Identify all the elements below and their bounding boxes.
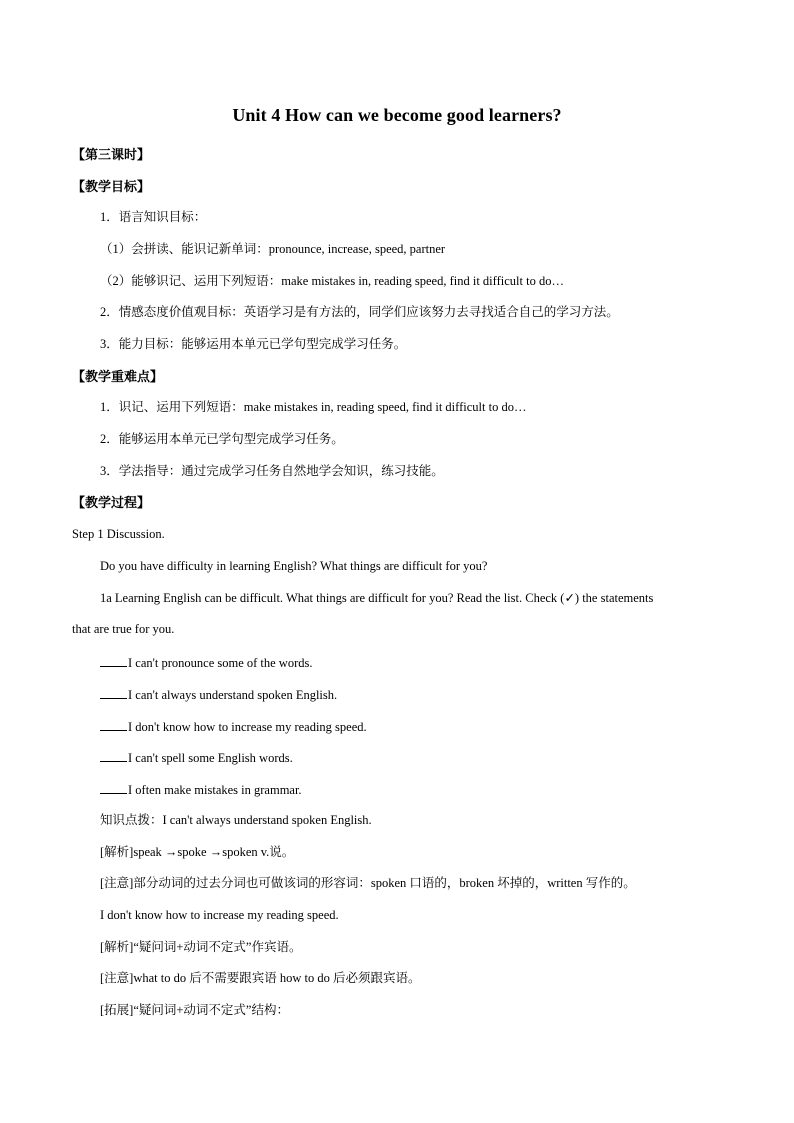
statement-text: I can't always understand spoken English.	[128, 688, 338, 702]
objective-item-1-sub-2: （2）能够识记、运用下列短语：make mistakes in, reading speed, find it difficult to do…	[100, 274, 564, 288]
statement-row-1	[100, 655, 313, 670]
key-points-heading: 【教学重难点】	[72, 369, 164, 384]
check-blank	[100, 750, 127, 762]
check-blank	[100, 782, 127, 794]
check-blank	[100, 719, 127, 731]
key-point-item-1: 1．识记、运用下列短语：make mistakes in, reading speed, find it difficult to do…	[100, 400, 527, 414]
task-1a-line-1: 1a Learning English can be difficult. What things are difficult for you? Read the list. Check (✓) the statements	[100, 591, 654, 605]
knowledge-tip: 知识点拨：I can't always understand spoken English.	[100, 813, 372, 827]
analysis-2: [解析]“疑问词+动词不定式”作宾语。	[100, 940, 302, 954]
check-blank	[100, 655, 127, 667]
statement-row-5	[100, 782, 302, 797]
task-1a-line-2: that are true for you.	[72, 622, 175, 636]
statement-text: I don't know how to increase my reading speed.	[128, 720, 367, 734]
statement-row-3	[100, 719, 367, 734]
discussion-question: Do you have difficulty in learning English? What things are difficult for you?	[100, 559, 488, 573]
analysis-1: [解析]speak →spoke →spoken v.说。	[100, 845, 295, 859]
note-2: [注意]what to do 后不需要跟宾语 how to do 后必须跟宾语。	[100, 971, 421, 985]
objective-item-3: 3．能力目标：能够运用本单元已学句型完成学习任务。	[100, 337, 407, 351]
extension: [拓展]“疑问词+动词不定式”结构：	[100, 1003, 289, 1017]
document-title: Unit 4 How can we become good learners?	[232, 105, 562, 125]
key-point-item-3: 3．学法指导：通过完成学习任务自然地学会知识，练习技能。	[100, 464, 444, 478]
objectives-heading: 【教学目标】	[72, 179, 151, 194]
objective-item-1-sub-1: （1）会拼读、能识记新单词：pronounce, increase, speed, partner	[100, 242, 446, 256]
sentence-2: I don't know how to increase my reading speed.	[100, 908, 339, 922]
process-heading: 【教学过程】	[72, 495, 151, 510]
statement-row-4	[100, 750, 293, 765]
statement-text: I can't spell some English words.	[128, 751, 293, 765]
statement-text: I can't pronounce some of the words.	[128, 656, 313, 670]
lesson-label: 【第三课时】	[72, 147, 151, 162]
key-point-item-2: 2．能够运用本单元已学句型完成学习任务。	[100, 432, 344, 446]
step-1-label: Step 1 Discussion.	[72, 527, 165, 541]
objective-item-1: 1．语言知识目标：	[100, 210, 207, 224]
statement-row-2	[100, 687, 337, 702]
statement-text: I often make mistakes in grammar.	[128, 783, 302, 797]
check-blank	[100, 687, 127, 699]
objective-item-2: 2．情感态度价值观目标：英语学习是有方法的，同学们应该努力去寻找适合自己的学习方法。	[100, 305, 619, 319]
note-1: [注意]部分动词的过去分词也可做该词的形容词：spoken 口语的，broken 坏掉的，written 写作的。	[100, 876, 636, 890]
